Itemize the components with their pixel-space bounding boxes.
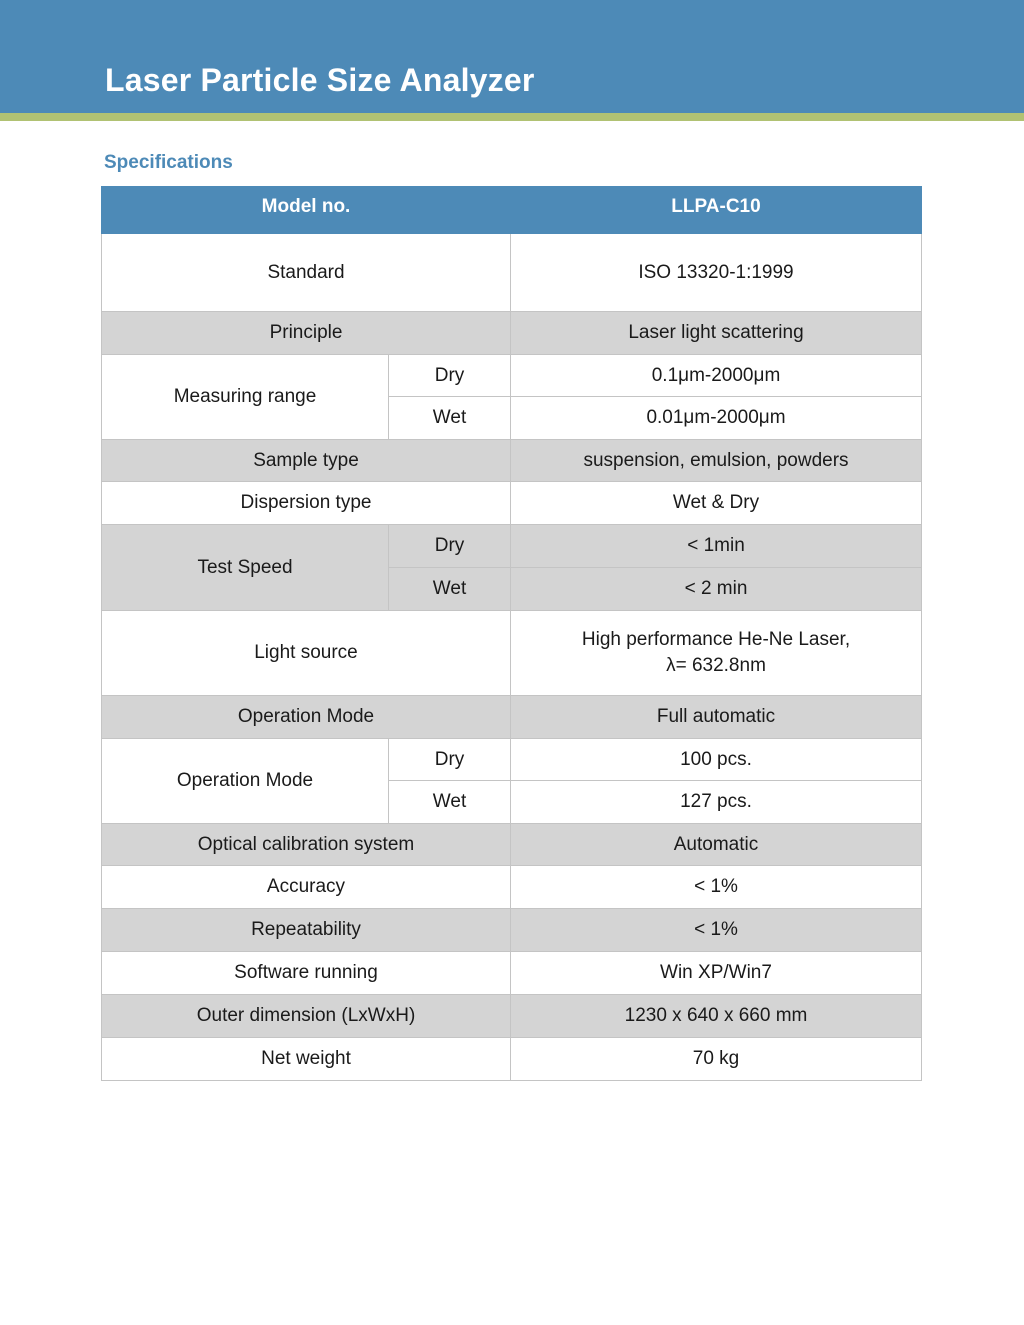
- header-value-cell: LLPA-C10: [511, 187, 922, 234]
- table-row: [102, 234, 922, 312]
- row-label: Standard: [102, 234, 511, 312]
- row-value: 100 pcs.: [511, 739, 922, 781]
- table-row: [102, 866, 922, 909]
- row-value: 0.1μm-2000μm: [511, 355, 922, 397]
- row-label: Optical calibration system: [102, 824, 511, 866]
- table-row: [102, 952, 922, 995]
- table-row: [102, 440, 922, 482]
- row-value: Full automatic: [511, 696, 922, 739]
- table-row: [102, 995, 922, 1038]
- row-value: suspension, emulsion, powders: [511, 440, 922, 482]
- row-label: Software running: [102, 952, 511, 995]
- row-sublabel: Dry: [389, 525, 511, 568]
- row-value: 0.01μm-2000μm: [511, 397, 922, 440]
- row-label: Light source: [102, 611, 511, 696]
- row-label: Net weight: [102, 1038, 511, 1081]
- row-label: Dispersion type: [102, 482, 511, 525]
- row-value: Win XP/Win7: [511, 952, 922, 995]
- table-row: [102, 355, 922, 397]
- row-value: 127 pcs.: [511, 781, 922, 824]
- row-sublabel: Wet: [389, 781, 511, 824]
- section-title: Specifications: [104, 152, 233, 173]
- row-label: Principle: [102, 312, 511, 355]
- table-row: [102, 909, 922, 952]
- row-value: ISO 13320-1:1999: [511, 234, 922, 312]
- table-row: [102, 739, 922, 781]
- row-sublabel: Dry: [389, 355, 511, 397]
- row-label: Measuring range: [102, 355, 389, 440]
- table-row: [102, 824, 922, 866]
- row-value: [511, 611, 922, 696]
- row-value: Laser light scattering: [511, 312, 922, 355]
- specifications-table: [101, 186, 922, 1081]
- row-value: < 1%: [511, 866, 922, 909]
- row-value: Wet & Dry: [511, 482, 922, 525]
- table-row: [102, 482, 922, 525]
- row-value: < 2 min: [511, 568, 922, 611]
- row-sublabel: Dry: [389, 739, 511, 781]
- row-label: Repeatability: [102, 909, 511, 952]
- row-label: Test Speed: [102, 525, 389, 611]
- row-value: 1230 x 640 x 660 mm: [511, 995, 922, 1038]
- header-label-cell: Model no.: [102, 187, 511, 234]
- row-label: Accuracy: [102, 866, 511, 909]
- table-row: [102, 611, 922, 696]
- row-label: Operation Mode: [102, 739, 389, 824]
- table-row: [102, 312, 922, 355]
- table-row: [102, 525, 922, 568]
- header-accent-stripe: [0, 113, 1024, 121]
- table-row: [102, 1038, 922, 1081]
- row-label: Operation Mode: [102, 696, 511, 739]
- table-header-row: [102, 187, 922, 234]
- row-value: < 1%: [511, 909, 922, 952]
- row-value: Automatic: [511, 824, 922, 866]
- row-value-line: High performance He-Ne Laser,: [581, 629, 851, 650]
- row-value: 70 kg: [511, 1038, 922, 1081]
- row-label: Outer dimension (LxWxH): [102, 995, 511, 1038]
- table-row: [102, 696, 922, 739]
- row-label: Sample type: [102, 440, 511, 482]
- row-value: < 1min: [511, 525, 922, 568]
- row-value-line: λ= 632.8nm: [666, 655, 766, 676]
- row-sublabel: Wet: [389, 397, 511, 440]
- page-title: Laser Particle Size Analyzer: [105, 62, 535, 98]
- row-sublabel: Wet: [389, 568, 511, 611]
